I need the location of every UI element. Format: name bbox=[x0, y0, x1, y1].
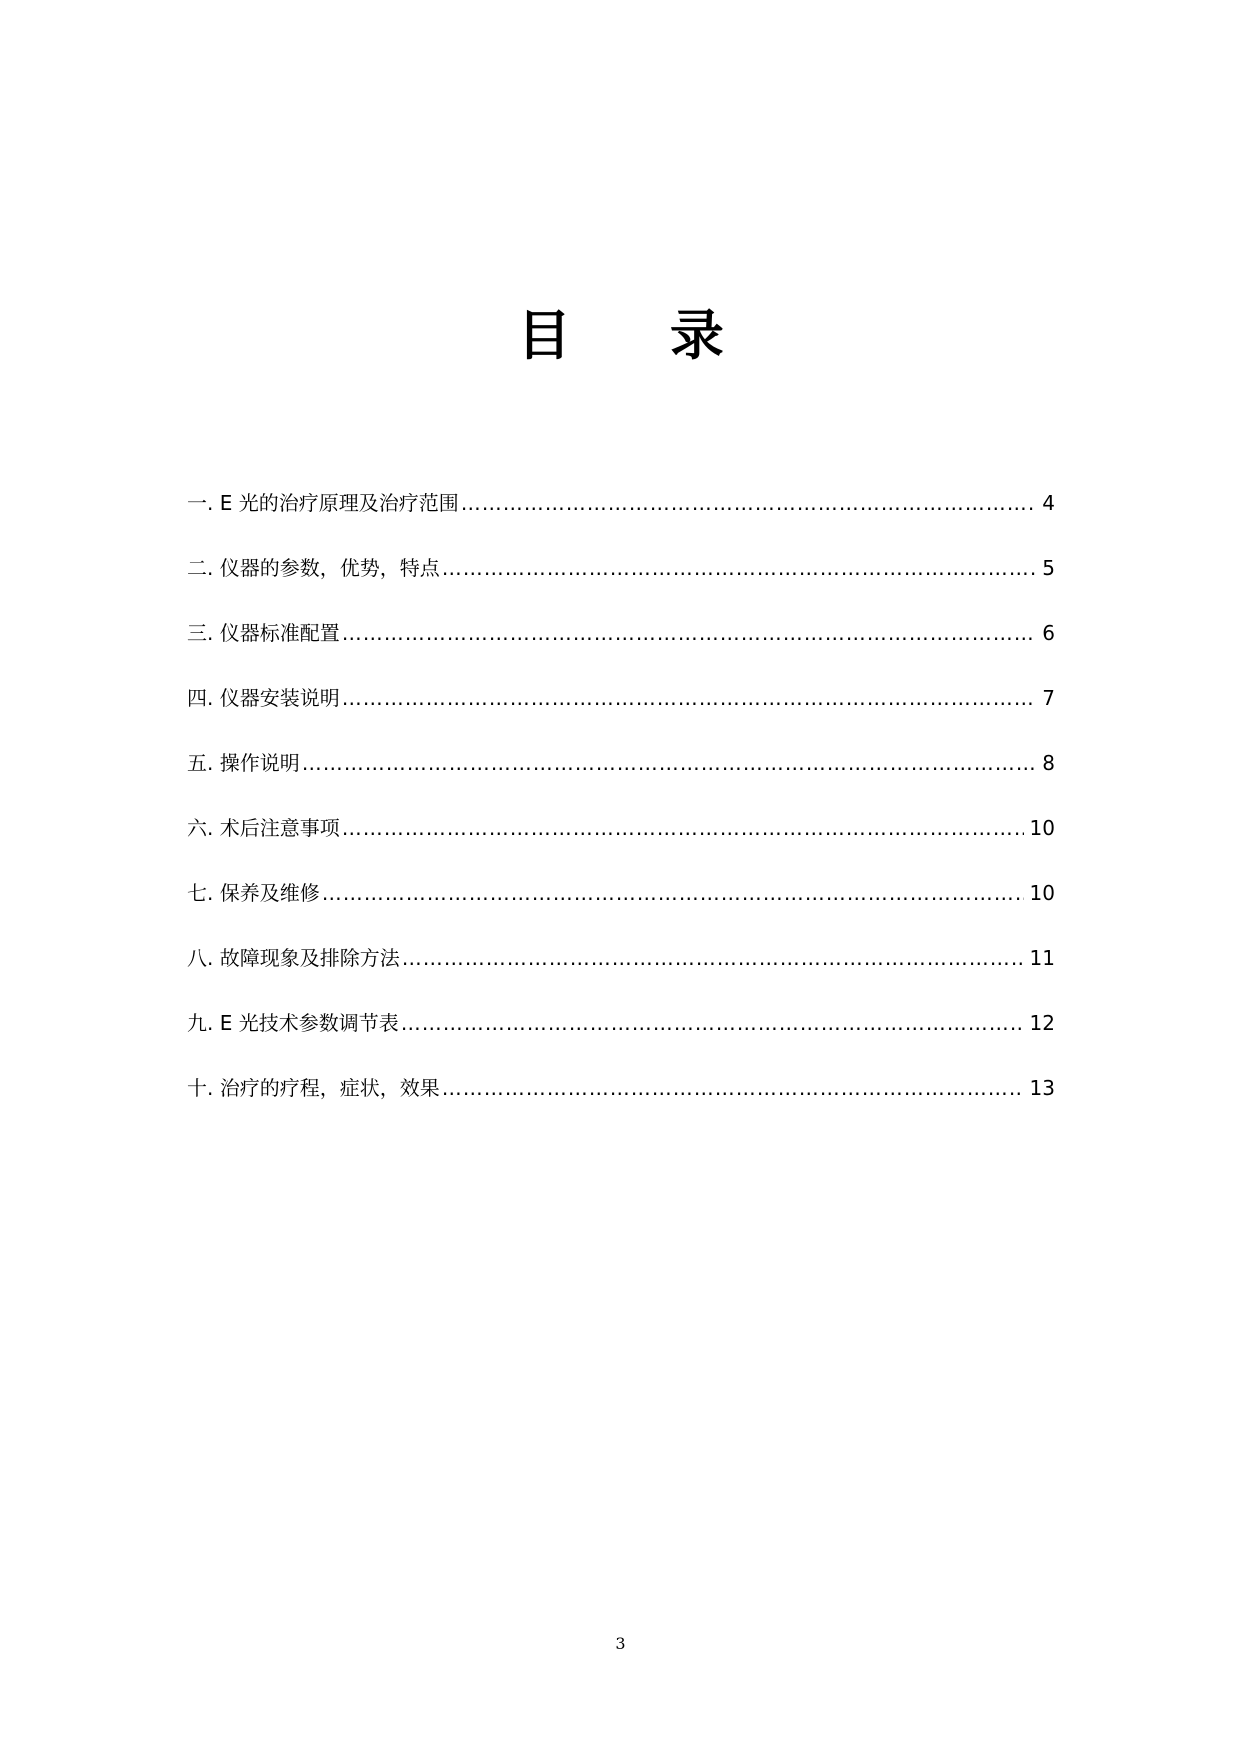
toc-entry[interactable] bbox=[187, 1008, 1055, 1073]
toc-entry[interactable] bbox=[187, 618, 1055, 683]
toc-entry-page: 8 bbox=[1042, 751, 1055, 775]
toc-dot-leader bbox=[402, 943, 1024, 973]
toc-dot-leader bbox=[401, 1008, 1024, 1038]
toc-entry-label: 三. 仪器标准配置 bbox=[187, 621, 340, 645]
toc-entry-label: 一. E 光的治疗原理及治疗范围 bbox=[187, 491, 459, 515]
toc-entry-label: 四. 仪器安装说明 bbox=[187, 686, 340, 710]
toc-dot-leader bbox=[342, 683, 1035, 713]
toc-dot-leader bbox=[461, 488, 1035, 518]
toc-entry-page: 11 bbox=[1029, 946, 1055, 970]
toc-entry[interactable] bbox=[187, 878, 1055, 943]
toc-entry-label: 六. 术后注意事项 bbox=[187, 816, 340, 840]
toc-entry-page: 7 bbox=[1042, 686, 1055, 710]
toc-entry-page: 10 bbox=[1029, 816, 1055, 840]
toc-dot-leader bbox=[442, 553, 1035, 583]
toc-entry[interactable] bbox=[187, 553, 1055, 618]
toc-entry-label: 八. 故障现象及排除方法 bbox=[187, 946, 400, 970]
toc-entry[interactable] bbox=[187, 943, 1055, 1008]
toc-entry[interactable] bbox=[187, 1073, 1055, 1138]
toc-dot-leader bbox=[342, 813, 1024, 843]
toc-entry[interactable] bbox=[187, 748, 1055, 813]
toc-dot-leader bbox=[322, 878, 1024, 908]
toc-entry-page: 5 bbox=[1042, 556, 1055, 580]
toc-entry-page: 13 bbox=[1029, 1076, 1055, 1100]
page-number: 3 bbox=[615, 1634, 626, 1653]
toc-entry-page: 6 bbox=[1042, 621, 1055, 645]
toc-entry-page: 10 bbox=[1029, 881, 1055, 905]
toc-entry-label: 十. 治疗的疗程，症状，效果 bbox=[187, 1076, 440, 1100]
toc-entry-label: 九. E 光技术参数调节表 bbox=[187, 1011, 399, 1035]
toc-entry[interactable] bbox=[187, 813, 1055, 878]
table-of-contents bbox=[187, 488, 1055, 1138]
toc-entry-label: 二. 仪器的参数，优势，特点 bbox=[187, 556, 440, 580]
toc-entry-page: 12 bbox=[1029, 1011, 1055, 1035]
toc-dot-leader bbox=[302, 748, 1035, 778]
page-title: 目 录 bbox=[517, 303, 764, 367]
toc-entry[interactable] bbox=[187, 683, 1055, 748]
toc-dot-leader bbox=[342, 618, 1035, 648]
toc-entry-label: 五. 操作说明 bbox=[187, 751, 300, 775]
toc-entry[interactable] bbox=[187, 488, 1055, 553]
toc-entry-page: 4 bbox=[1042, 491, 1055, 515]
toc-entry-label: 七. 保养及维修 bbox=[187, 881, 320, 905]
toc-dot-leader bbox=[442, 1073, 1024, 1103]
